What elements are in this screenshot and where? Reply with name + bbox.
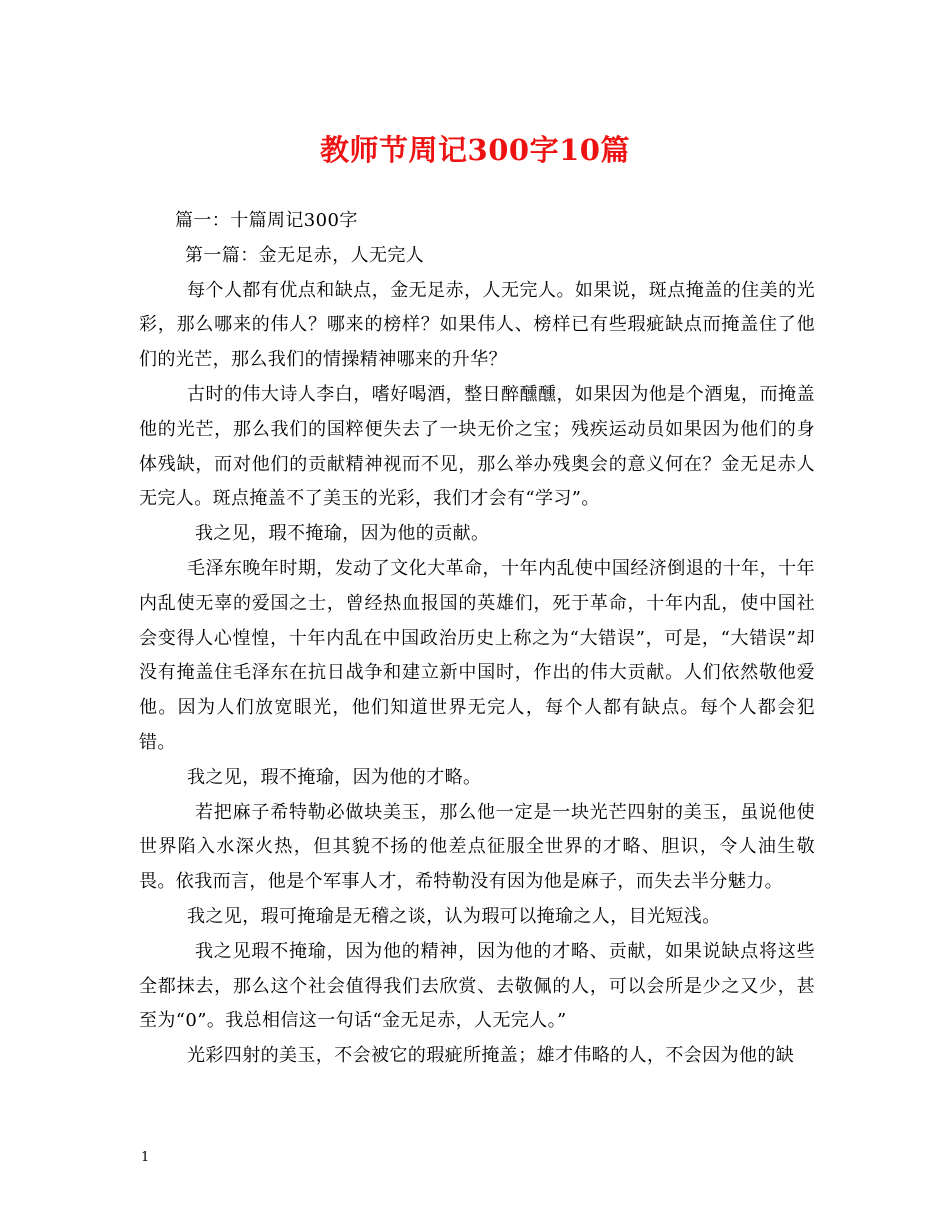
document-body xyxy=(139,204,815,1074)
paragraph: 我之见，瑕可掩瑜是无稽之谈，认为瑕可以掩瑜之人，目光短浅。 xyxy=(187,905,721,927)
section-heading: 篇一：十篇周记300字 xyxy=(175,210,358,231)
subsection-heading: 第一篇：金无足赤，人无完人 xyxy=(185,244,425,266)
paragraph: 我之见瑕不掩瑜，因为他的精神，因为他的才略、贡献，如果说缺点将这些全都抹去，那么这个社会值得我们去欣赏、去敬佩的人，可以会所是少之又少，甚至为“0”。我总相信这一句话“金无足赤，人无完人。” xyxy=(139,940,815,1032)
paragraph: 光彩四射的美玉，不会被它的瑕疵所掩盖；雄才伟略的人，不会因为他的缺 xyxy=(187,1045,795,1067)
paragraph: 我之见，瑕不掩瑜，因为他的贡献。 xyxy=(195,523,490,545)
document-title: 教师节周记300字10篇 xyxy=(320,133,630,167)
paragraph: 若把麻子希特勒必做块美玉，那么他一定是一块光芒四射的美玉，虽说他使世界陷入水深火热，但其貌不扬的他差点征服全世界的才略、胆识，令人油生敬畏。依我而言，他是个军事人才，希特勒没有因为他是麻子，而失去半分魅力。 xyxy=(139,801,815,893)
page-number: 1 xyxy=(141,1150,150,1165)
paragraph: 古时的伟大诗人李白，嗜好喝酒，整日醉醺醺，如果因为他是个酒鬼，而掩盖他的光芒，那么我们的国粹便失去了一块无价之宝；残疾运动员如果因为他们的身体残缺，而对他们的贡献精神视而不见，那么举办残奥会的意义何在？金无足赤人无完人。斑点掩盖不了美玉的光彩，我们才会有“学习”。 xyxy=(139,383,815,510)
paragraph: 我之见，瑕不掩瑜，因为他的才略。 xyxy=(187,766,482,788)
paragraph: 每个人都有优点和缺点，金无足赤，人无完人。如果说，斑点掩盖的住美的光彩，那么哪来的伟人？哪来的榜样？如果伟人、榜样已有些瑕疵缺点而掩盖住了他们的光芒，那么我们的情操精神哪来的升华？ xyxy=(139,279,815,371)
paragraph: 毛泽东晚年时期，发动了文化大革命，十年内乱使中国经济倒退的十年，十年内乱使无辜的爱国之士，曾经热血报国的英雄们，死于革命，十年内乱，使中国社会变得人心惶惶，十年内乱在中国政治历史上称之为“大错误”，可是，“大错误”却没有掩盖住毛泽东在抗日战争和建立新中国时，作出的伟大贡献。人们依然敬他爱他。因为人们放宽眼光，他们知道世界无完人，每个人都有缺点。每个人都会犯错。 xyxy=(139,557,815,753)
